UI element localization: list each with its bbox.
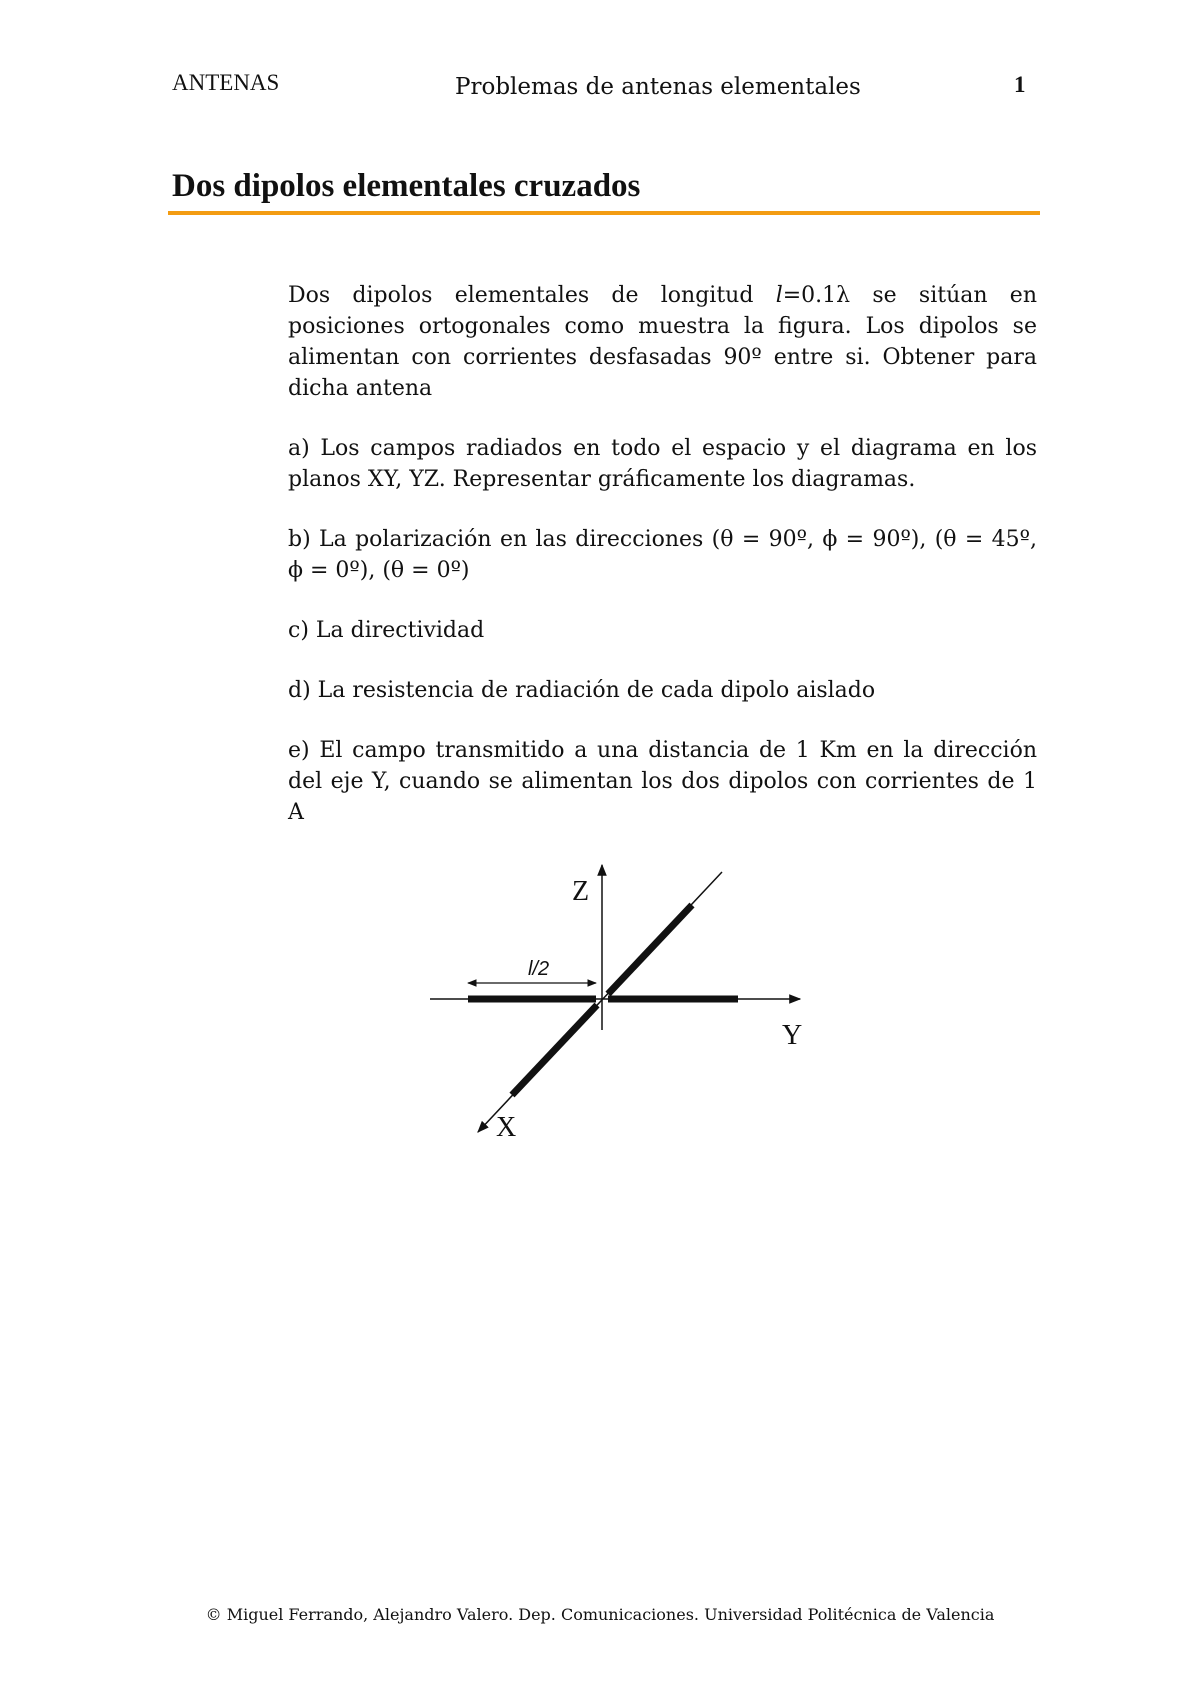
length-variable: l [775,283,783,308]
item-c: c) La directividad [288,618,485,643]
footer-copyright: © Miguel Ferrando, Alejandro Valero. Dep. Comunicaciones. Universidad Politécnica de Valencia [205,1605,995,1624]
problem-statement [288,280,1037,828]
x-dipole-upper [608,905,692,994]
title-underline [168,211,1040,215]
x-dipole-lower [512,1005,597,1095]
item-d: d) La resistencia de radiación de cada dipolo aislado [288,678,876,703]
half-length-label: l/2 [528,958,550,980]
header-course: ANTENAS [172,70,280,95]
item-e: e) El campo transmitido a una distancia de 1 Km en la dirección del eje Y, cuando se alimentan los dos dipolos con corrientes de 1 A [288,738,1037,825]
page-number: 1 [1014,72,1026,97]
x-label: X [496,1112,517,1143]
intro-paragraph: Dos dipolos elementales de longitud l=0.1λ se sitúan en posiciones ortogonales como muestra la figura. Los dipolos se alimentan con corrientes desfasadas 90º entre si. Obtener para dicha antena [288,283,1037,401]
item-b: b) La polarización en las direcciones (θ = 90º, ϕ = 90º), (θ = 45º, ϕ = 0º), (θ = 0º) [288,527,1037,583]
y-label: Y [782,1020,803,1051]
header-subject: Problemas de antenas elementales [455,74,861,100]
crossed-dipoles-figure [420,850,820,1150]
page-title: Dos dipolos elementales cruzados [172,168,641,204]
z-label: Z [572,876,590,907]
item-a: a) Los campos radiados en todo el espacio y el diagrama en los planos XY, YZ. Representar gráficamente los diagramas. [288,436,1037,492]
